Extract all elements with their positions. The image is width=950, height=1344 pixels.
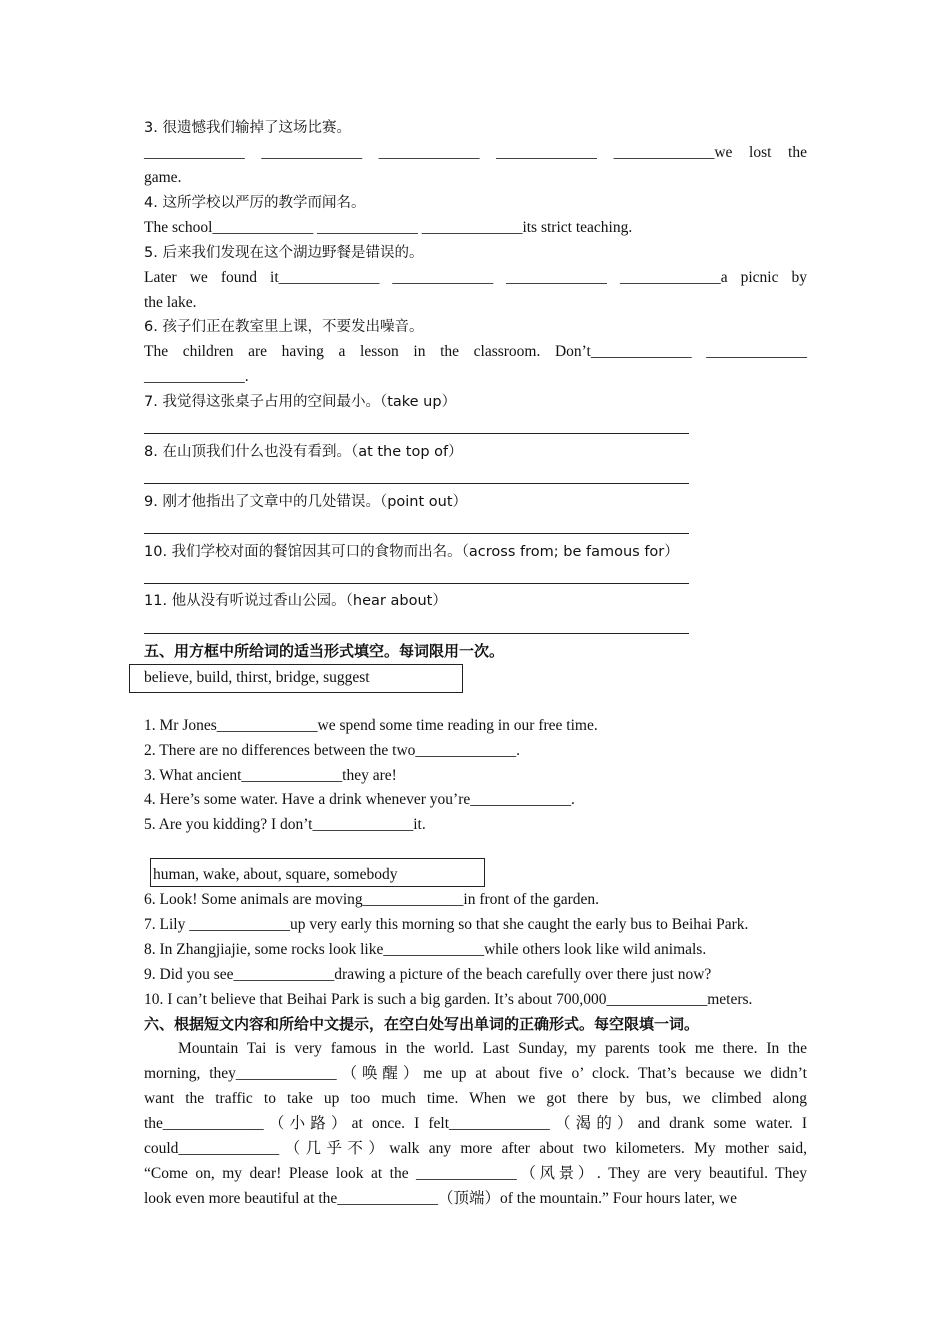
question-5-prompt: 5. 后来我们发现在这个湖边野餐是错误的。 (144, 245, 424, 261)
question-3-prompt: 3. 很遗憾我们输掉了这场比赛。 (144, 120, 351, 136)
question-4-prompt: 4. 这所学校以严厉的教学而闻名。 (144, 195, 366, 211)
fill-item-3: 3. What ancient_____________they are! (144, 767, 397, 784)
fill-item-7: 7. Lily _____________up very early this morning so that she caught the early bus to Beihai Park. (144, 916, 749, 933)
fill-item-9: 9. Did you see_____________drawing a picture of the beach carefully over there just now? (144, 966, 712, 983)
passage-line-7: look even more beautiful at the_____________（顶端）of the mountain.” Four hours later, we (144, 1190, 737, 1207)
passage-line-3: want the traffic to take up too much time. When we got there by bus, we climbed along (144, 1090, 807, 1107)
question-6-prompt: 6. 孩子们正在教室里上课，不要发出噪音。 (144, 319, 424, 335)
fill-item-2: 2. There are no differences between the two_____________. (144, 742, 521, 759)
passage-line-5: could_____________（几乎不）walk any more after about two kilometers. My mother said, (144, 1140, 807, 1157)
fill-item-10: 10. I can’t believe that Beihai Park is such a big garden. It’s about 700,000_____________meters. (144, 991, 753, 1008)
fill-item-5: 5. Are you kidding? I don’t_____________it. (144, 816, 426, 833)
word-box-1: believe, build, thirst, bridge, suggest (129, 664, 463, 693)
question-9-prompt: 9. 刚才他指出了文章中的几处错误。（point out） (144, 494, 468, 510)
question-6-answer-line: The children are having a lesson in the classroom. Don’t_____________ _____________ (144, 343, 807, 360)
question-3-answer-line: _____________ _____________ _____________ _____________ _____________we lost the (144, 144, 807, 161)
passage-line-1: Mountain Tai is very famous in the world. Last Sunday, my parents took me there. In the (178, 1040, 807, 1057)
section-5-heading: 五、用方框中所给词的适当形式填空。每词限用一次。 (144, 642, 505, 660)
question-6-answer-continued: _____________. (144, 368, 249, 385)
fill-item-6: 6. Look! Some animals are moving_____________in front of the garden. (144, 891, 600, 908)
section-6-heading: 六、根据短文内容和所给中文提示，在空白处写出单词的正确形式。每空限填一词。 (144, 1015, 700, 1033)
question-5-answer-continued: the lake. (144, 294, 197, 311)
question-11-prompt: 11. 他从没有听说过香山公园。（hear about） (144, 593, 447, 609)
passage-line-6: “Come on, my dear! Please look at the _____________（风景）. They are very beautiful. They (144, 1165, 807, 1182)
question-7-answer-rule (144, 433, 689, 434)
fill-item-8: 8. In Zhangjiajie, some rocks look like_____________while others look like wild animals. (144, 941, 707, 958)
question-3-answer-continued: game. (144, 169, 182, 186)
question-10-prompt: 10. 我们学校对面的餐馆因其可口的食物而出名。（across from; be famous for） (144, 544, 679, 560)
passage-line-2: morning, they_____________（唤醒）me up at about five o’ clock. That’s because we didn’t (144, 1065, 807, 1082)
question-8-prompt: 8. 在山顶我们什么也没有看到。（at the top of） (144, 444, 463, 460)
question-8-answer-rule (144, 483, 689, 484)
question-7-prompt: 7. 我觉得这张桌子占用的空间最小。（take up） (144, 394, 457, 410)
passage-line-4: the_____________（小路）at once. I felt_____________（渴的）and drank some water. I (144, 1115, 807, 1132)
question-9-answer-rule (144, 533, 689, 534)
fill-item-4: 4. Here’s some water. Have a drink whenever you’re_____________. (144, 791, 575, 808)
question-11-answer-rule (144, 633, 689, 634)
fill-item-1: 1. Mr Jones_____________we spend some time reading in our free time. (144, 717, 598, 734)
question-10-answer-rule (144, 583, 689, 584)
word-box-2: human, wake, about, square, somebody (150, 858, 485, 887)
question-4-answer-line: The school_____________ _____________ _____________its strict teaching. (144, 219, 633, 236)
question-5-answer-line: Later we found it_____________ _____________ _____________ _____________a picnic by (144, 269, 807, 286)
